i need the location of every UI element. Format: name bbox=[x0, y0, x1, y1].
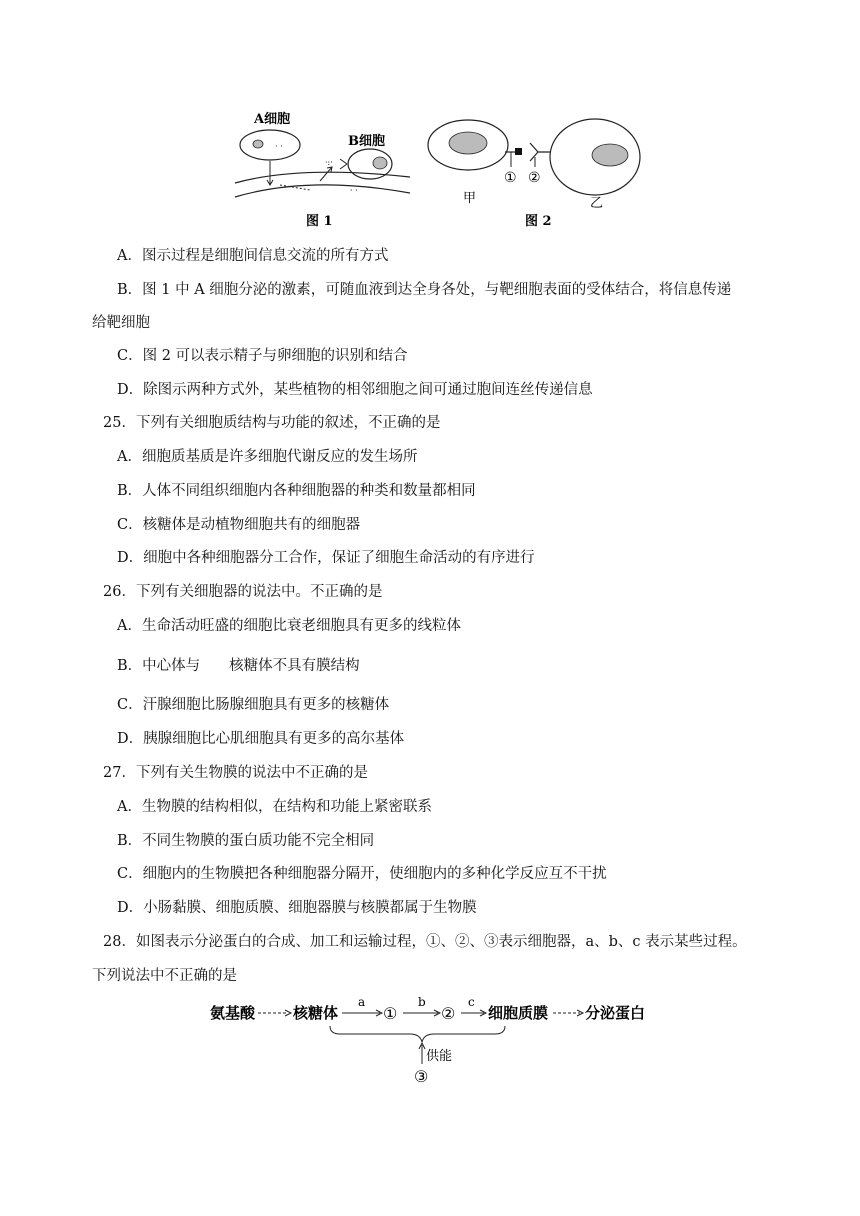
svg-text:· ·: · · bbox=[350, 186, 358, 195]
q27-option-d: D．小肠黏膜、细胞质膜、细胞器膜与核膜都属于生物膜 bbox=[117, 900, 477, 916]
cell-a bbox=[240, 130, 300, 160]
fig1-caption: 图 1 bbox=[306, 214, 333, 229]
secretory-protein-flow bbox=[200, 990, 670, 1090]
q26-stem: 26．下列有关细胞器的说法中。不正确的是 bbox=[103, 584, 383, 600]
flow-ribosome: 核糖体 bbox=[293, 1004, 339, 1022]
q24-option-b-cont: 给靶细胞 bbox=[92, 315, 150, 331]
flow-organelle-1: ① bbox=[383, 1004, 398, 1023]
q25-option-d: D．细胞中各种细胞器分工合作，保证了细胞生命活动的有序进行 bbox=[117, 550, 535, 566]
q27-option-b: B．不同生物膜的蛋白质功能不完全相同 bbox=[117, 833, 375, 849]
q26-option-c: C．汗腺细胞比肠腺细胞具有更多的核糖体 bbox=[117, 697, 390, 713]
q28-stem-line1: 28．如图表示分泌蛋白的合成、加工和运输过程，①、②、③表示细胞器，a、b、c 表示某些过程。 bbox=[103, 934, 747, 950]
flow-energy-supply: 供能 bbox=[426, 1049, 453, 1064]
flow-amino-acid: 氨基酸 bbox=[210, 1004, 256, 1022]
cell-b-nucleus bbox=[373, 157, 387, 169]
q25-stem: 25．下列有关细胞质结构与功能的叙述，不正确的是 bbox=[103, 415, 441, 431]
signal-molecule bbox=[515, 148, 522, 155]
receptor bbox=[530, 143, 550, 161]
q27-option-c: C．细胞内的生物膜把各种细胞器分隔开，使细胞内的多种化学反应互不干扰 bbox=[117, 866, 607, 882]
cell-a-nucleus bbox=[253, 140, 263, 148]
q26-option-b: B．中心体与 核糖体不具有膜结构 bbox=[117, 658, 360, 674]
flow-secretory-protein: 分泌蛋白 bbox=[585, 1004, 646, 1022]
q26-option-d: D．胰腺细胞比心肌细胞具有更多的高尔基体 bbox=[117, 731, 405, 747]
flow-brace bbox=[330, 1026, 505, 1042]
figure-2 bbox=[425, 115, 645, 230]
svg-text:· ·: · · bbox=[275, 142, 283, 151]
q25-option-b: B．人体不同组织细胞内各种细胞器的种类和数量都相同 bbox=[117, 483, 476, 499]
flow-label-a: a bbox=[358, 995, 366, 1009]
fig1-label-b: B细胞 bbox=[348, 134, 385, 149]
figure-1 bbox=[230, 105, 410, 230]
fig2-mark-1: ① bbox=[504, 170, 517, 186]
blood-vessel-bottom bbox=[235, 185, 410, 197]
q27-option-a: A．生物膜的结构相似，在结构和功能上紧密联系 bbox=[117, 799, 432, 815]
q24-option-b: B．图 1 中 A 细胞分泌的激素，可随血液到达全身各处，与靶细胞表面的受体结合，将信息传递 bbox=[117, 282, 732, 298]
q24-option-d: D．除图示两种方式外，某些植物的相邻细胞之间可通过胞间连丝传递信息 bbox=[117, 382, 593, 398]
q25-option-a: A．细胞质基质是许多细胞代谢反应的发生场所 bbox=[117, 449, 418, 465]
fig2-mark-2: ② bbox=[528, 170, 541, 186]
q24-option-a: A．图示过程是细胞间信息交流的所有方式 bbox=[117, 248, 389, 264]
cell-yi-nucleus bbox=[592, 144, 628, 166]
q25-option-c: C．核糖体是动植物细胞共有的细胞器 bbox=[117, 517, 361, 533]
q28-stem-line2: 下列说法中不正确的是 bbox=[92, 968, 237, 984]
q27-stem: 27．下列有关生物膜的说法中不正确的是 bbox=[103, 765, 368, 781]
cell-jia-nucleus bbox=[449, 132, 487, 154]
flow-cell-membrane: 细胞质膜 bbox=[488, 1004, 549, 1022]
flow-organelle-3: ③ bbox=[414, 1067, 429, 1086]
svg-text:·:·: ·:· bbox=[325, 158, 333, 167]
fig1-label-a: A细胞 bbox=[254, 112, 291, 127]
fig2-cell-right: 乙 bbox=[590, 196, 604, 211]
flow-organelle-2: ② bbox=[441, 1004, 456, 1023]
q26-option-a: A．生命活动旺盛的细胞比衰老细胞具有更多的线粒体 bbox=[117, 618, 461, 634]
flow-label-c: c bbox=[468, 995, 475, 1009]
fig2-caption: 图 2 bbox=[525, 214, 552, 229]
flow-label-b: b bbox=[418, 995, 426, 1009]
fig2-cell-left: 甲 bbox=[463, 191, 477, 206]
q24-option-c: C．图 2 可以表示精子与卵细胞的识别和结合 bbox=[117, 348, 408, 364]
